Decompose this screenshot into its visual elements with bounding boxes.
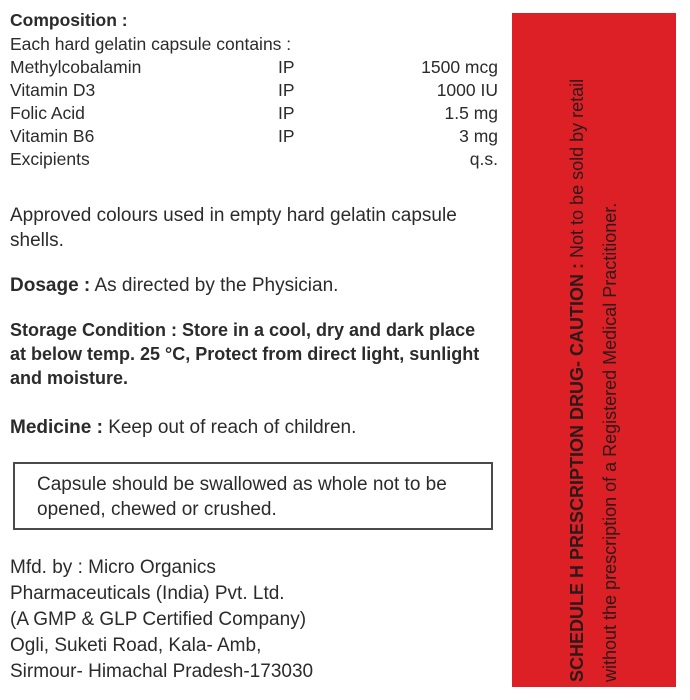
storage-text: Store in a cool, dry and dark place at below temp. 25 °C, Protect from direct light, sunlight and moisture. — [10, 320, 480, 388]
medicine-section — [10, 415, 480, 440]
ingredient-standard: IP — [278, 80, 295, 100]
dosage-text: As directed by the Physician. — [94, 275, 339, 296]
caution-text: Not to be sold by retail without the prescription of a Registered Medical Practitioner. — [567, 78, 620, 682]
composition-row — [10, 56, 510, 79]
ingredient-quantity: 3 mg — [459, 126, 498, 146]
manufacturer-section — [10, 555, 490, 685]
ingredient-standard: IP — [278, 126, 295, 146]
manufacturer-line: Sirmour- Himachal Pradesh-173030 — [10, 661, 314, 682]
ingredient-standard: IP — [278, 57, 295, 77]
manufacturer-line: Mfd. by : Micro Organics — [10, 557, 216, 578]
composition-intro: Each hard gelatin capsule contains : — [10, 34, 292, 54]
approved-colours-note: Approved colours used in empty hard gelatin capsule shells. — [10, 205, 457, 251]
composition-section — [10, 8, 510, 171]
schedule-h-caution-panel — [512, 13, 676, 687]
composition-row — [10, 148, 510, 171]
storage-section — [10, 318, 480, 390]
ingredient-quantity: 1000 IU — [436, 80, 498, 100]
swallow-instruction-text: Capsule should be swallowed as whole not to be opened, chewed or crushed. — [37, 474, 447, 520]
manufacturer-line: Ogli, Suketi Road, Kala- Amb, — [10, 635, 262, 656]
ingredient-name: Vitamin D3 — [10, 80, 96, 100]
ingredient-name: Excipients — [10, 149, 90, 169]
ingredient-quantity: 1.5 mg — [444, 103, 498, 123]
caution-label: SCHEDULE H PRESCRIPTION DRUG- CAUTION : — [567, 262, 587, 682]
composition-row — [10, 79, 510, 102]
caution-text-block — [561, 18, 627, 682]
composition-heading: Composition : — [10, 10, 128, 30]
ingredient-name: Folic Acid — [10, 103, 85, 123]
storage-label: Storage Condition : — [10, 320, 177, 340]
medicine-label: Medicine : — [10, 417, 103, 438]
manufacturer-line: Pharmaceuticals (India) Pvt. Ltd. — [10, 583, 285, 604]
ingredient-name: Vitamin B6 — [10, 126, 95, 146]
dosage-label: Dosage : — [10, 275, 91, 296]
medicine-text: Keep out of reach of children. — [108, 417, 357, 438]
dosage-section — [10, 273, 480, 298]
manufacturer-line: (A GMP & GLP Certified Company) — [10, 609, 307, 630]
composition-row — [10, 102, 510, 125]
ingredient-quantity: q.s. — [469, 149, 498, 169]
swallow-instruction-box — [13, 462, 493, 530]
ingredient-name: Methylcobalamin — [10, 57, 142, 77]
ingredient-quantity: 1500 mcg — [421, 57, 498, 77]
composition-row — [10, 125, 510, 148]
ingredient-standard: IP — [278, 103, 295, 123]
